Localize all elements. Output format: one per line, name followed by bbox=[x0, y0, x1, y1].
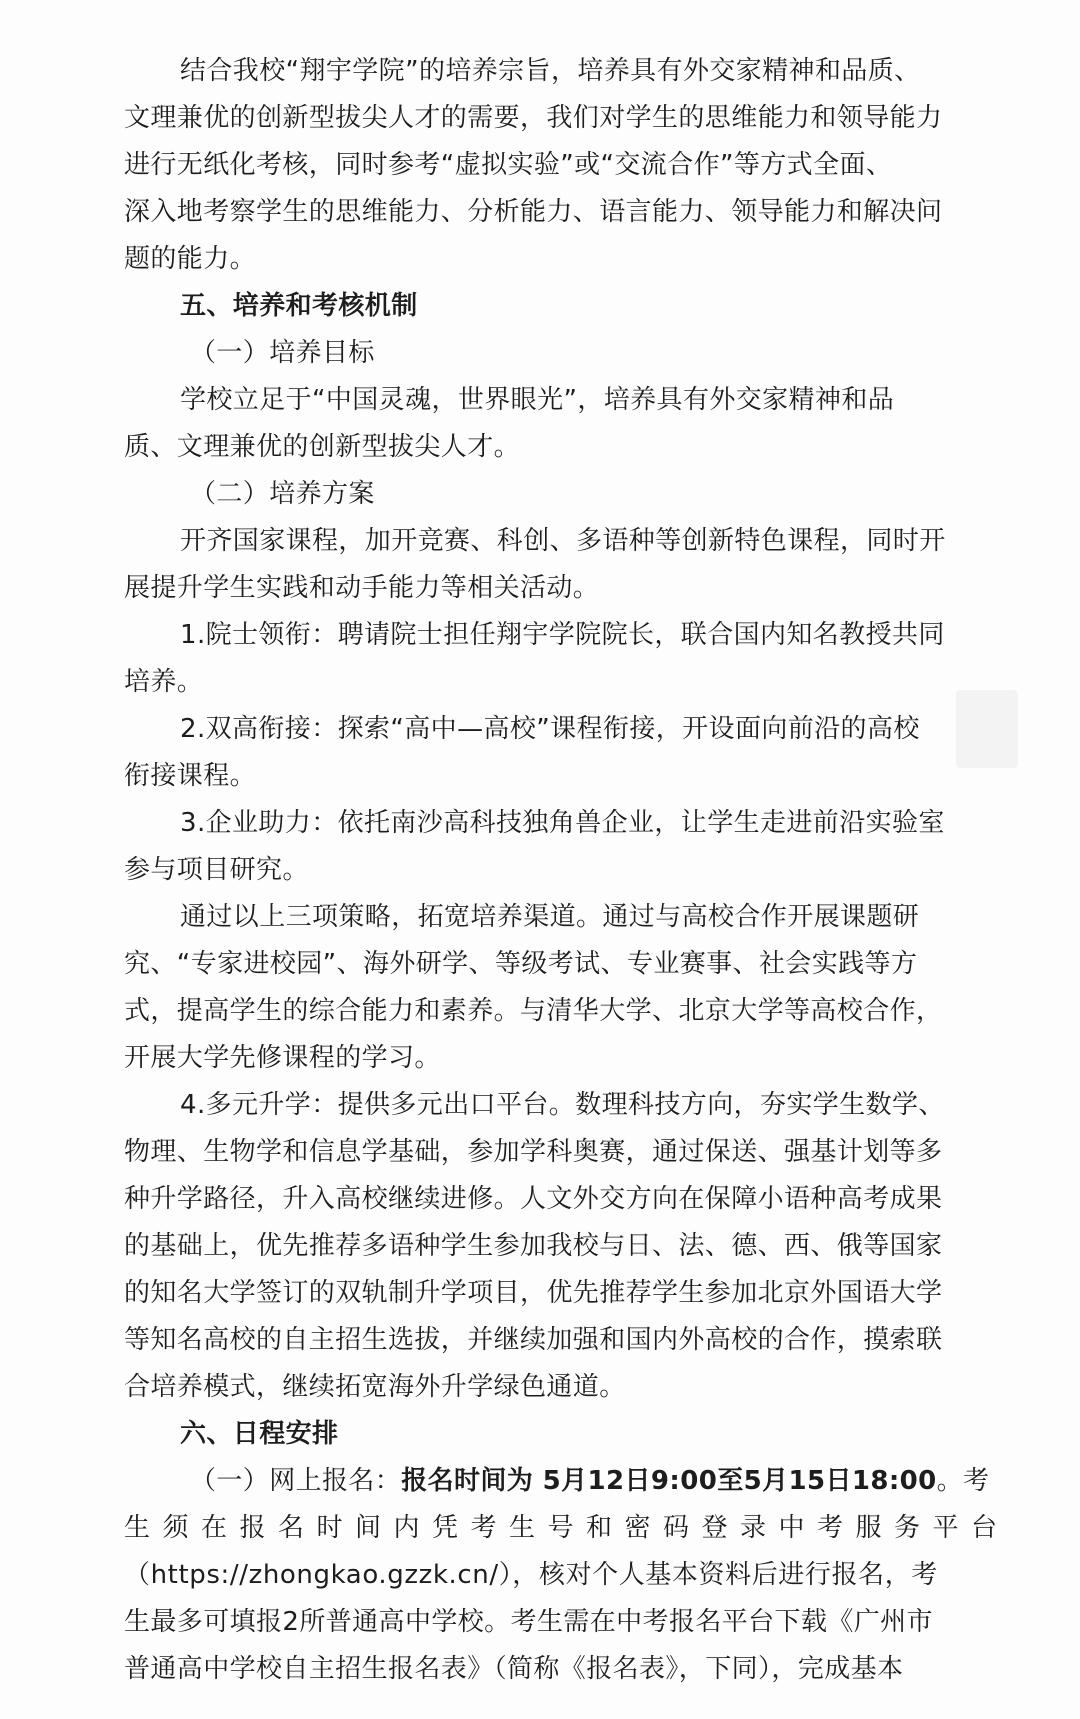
list-item-line: 参与项目研究。 bbox=[124, 855, 309, 885]
paragraph-line: 生最多可填报2所普通高中学校。考生需在中考报名平台下载《广州市 bbox=[124, 1607, 933, 1637]
registration-line bbox=[124, 1458, 990, 1505]
paragraph-line: 究、“专家进校园”、海外研学、等级考试、专业赛事、社会实践等方 bbox=[124, 949, 918, 979]
section-heading-6: 六、日程安排 bbox=[180, 1419, 339, 1449]
subheading-training-plan: （二）培养方案 bbox=[190, 479, 375, 509]
paragraph-line: 开展大学先修课程的学习。 bbox=[124, 1043, 441, 1073]
paragraph-line: 文理兼优的创新型拔尖人才的需要，我们对学生的思维能力和领导能力 bbox=[124, 103, 943, 133]
paragraph-line: 开齐国家课程，加开竞赛、科创、多语种等创新特色课程，同时开 bbox=[180, 526, 946, 556]
paragraph-line: 结合我校“翔宇学院”的培养宗旨，培养具有外交家精神和品质、 bbox=[180, 56, 921, 86]
scan-artifact bbox=[956, 690, 1018, 768]
paragraph-line: 普通高中学校自主招生报名表》（简称《报名表》，下同），完成基本 bbox=[124, 1654, 904, 1684]
list-item-line: 种升学路径，升入高校继续进修。人文外交方向在保障小语种高考成果 bbox=[124, 1184, 943, 1214]
subheading-training-goal: （一）培养目标 bbox=[190, 338, 375, 368]
paragraph-line: 深入地考察学生的思维能力、分析能力、语言能力、领导能力和解决问 bbox=[124, 197, 943, 227]
paragraph-line: 题的能力。 bbox=[124, 244, 257, 274]
registration-time: 报名时间为 5月12日9:00至5月15日18:00 bbox=[401, 1466, 937, 1496]
list-item-line: 2.双高衔接：探索“高中—高校”课程衔接，开设面向前沿的高校 bbox=[180, 714, 920, 744]
paragraph-line: 式，提高学生的综合能力和素养。与清华大学、北京大学等高校合作， bbox=[124, 996, 943, 1026]
registration-suffix: 。考 bbox=[936, 1466, 990, 1496]
paragraph-line: 质、文理兼优的创新型拔尖人才。 bbox=[124, 432, 521, 462]
list-item-line: 的基础上，优先推荐多语种学生参加我校与日、法、德、西、俄等国家 bbox=[124, 1231, 943, 1261]
list-item-line: 物理、生物学和信息学基础，参加学科奥赛，通过保送、强基计划等多 bbox=[124, 1137, 943, 1167]
list-item-line: 合培养模式，继续拓宽海外升学绿色通道。 bbox=[124, 1372, 626, 1402]
paragraph-line: （https://zhongkao.gzzk.cn/），核对个人基本资料后进行报名，考 bbox=[124, 1560, 938, 1590]
paragraph-line: 进行无纸化考核，同时参考“虚拟实验”或“交流合作”等方式全面、 bbox=[124, 150, 893, 180]
list-item-line: 衔接课程。 bbox=[124, 761, 257, 791]
document-body bbox=[124, 48, 1010, 1693]
registration-prefix: （一）网上报名： bbox=[190, 1466, 402, 1496]
paragraph-line: 展提升学生实践和动手能力等相关活动。 bbox=[124, 573, 600, 603]
list-item-line: 1.院士领衔：聘请院士担任翔宇学院院长，联合国内知名教授共同 bbox=[180, 620, 945, 650]
list-item-line: 3.企业助力：依托南沙高科技独角兽企业，让学生走进前沿实验室 bbox=[180, 808, 945, 838]
list-item-line: 培养。 bbox=[124, 667, 204, 697]
paragraph-line: 生须在报名时间内凭考生号和密码登录中考服务平台 bbox=[124, 1513, 1010, 1543]
section-heading-5: 五、培养和考核机制 bbox=[180, 291, 418, 321]
list-item-line: 等知名高校的自主招生选拔，并继续加强和国内外高校的合作，摸索联 bbox=[124, 1325, 943, 1355]
paragraph-line: 学校立足于“中国灵魂，世界眼光”，培养具有外交家精神和品 bbox=[180, 385, 895, 415]
list-item-line: 的知名大学签订的双轨制升学项目，优先推荐学生参加北京外国语大学 bbox=[124, 1278, 943, 1308]
paragraph-line: 通过以上三项策略，拓宽培养渠道。通过与高校合作开展课题研 bbox=[180, 902, 920, 932]
list-item-line: 4.多元升学：提供多元出口平台。数理科技方向，夯实学生数学、 bbox=[180, 1090, 945, 1120]
